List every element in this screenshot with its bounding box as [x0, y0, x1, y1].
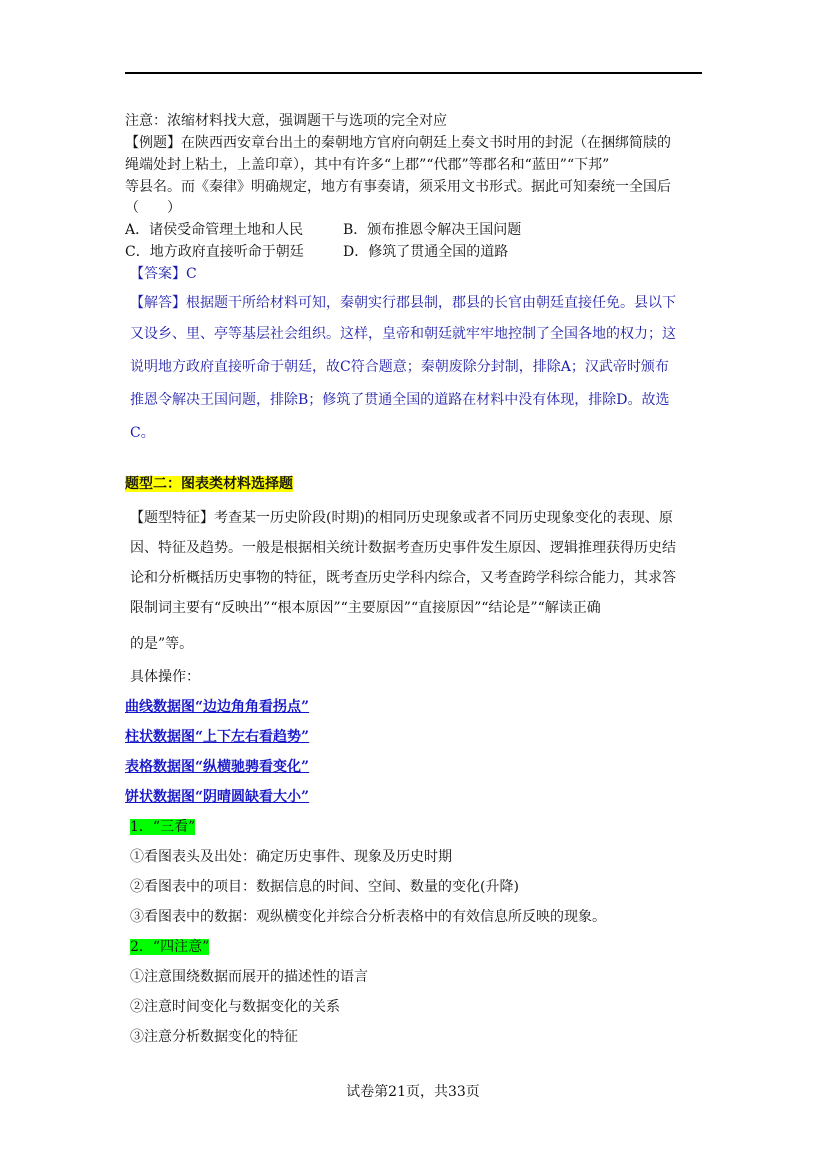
option-d: D．修筑了贯通全国的道路	[343, 244, 509, 260]
four-notes-item-2: ②注意时间变化与数据变化的关系	[130, 999, 340, 1015]
analysis-line-3: 说明地方政府直接听命于朝廷，故C符合题意；秦朝废除分封制，排除A；汉武帝时颁布	[130, 359, 669, 375]
three-looks-title	[130, 817, 195, 837]
features-line-5: 的是”等。	[130, 636, 194, 652]
three-looks-item-3: ③看图表中的数据：观纵横变化并综合分析表格中的有效信息所反映的现象。	[130, 909, 606, 925]
example-line-3: 等县名。而《秦律》明确规定，地方有事奏请，须采用文书形式。据此可知秦统一全国后	[125, 179, 671, 195]
header-rule	[125, 72, 702, 74]
option-c: C．地方政府直接听命于朝廷	[125, 244, 304, 260]
option-a: A．诸侯受命管理土地和人民	[125, 222, 304, 238]
link-bar-chart[interactable]: 柱状数据图“上下左右看趋势”	[125, 729, 310, 745]
four-notes-title-text: 2．“四注意”	[130, 939, 210, 955]
page-footer: 试卷第21页，共33页	[346, 1084, 480, 1100]
analysis-line-5: C。	[130, 425, 155, 441]
three-looks-title-text: 1．“三看”	[130, 819, 196, 835]
four-notes-title	[130, 937, 209, 957]
link-pie-chart[interactable]: 饼状数据图“阴晴圆缺看大小”	[125, 789, 310, 805]
analysis-line-1: 【解答】根据题干所给材料可知，秦朝实行郡县制，郡县的长官由朝廷直接任免。县以下	[130, 295, 676, 311]
analysis-line-2: 又设乡、里、亭等基层社会组织。这样，皇帝和朝廷就牢牢地控制了全国各地的权力；这	[130, 326, 676, 342]
link-curve-chart[interactable]: 曲线数据图“边边角角看拐点”	[125, 699, 310, 715]
four-notes-item-1: ①注意围绕数据而展开的描述性的语言	[130, 969, 368, 985]
features-line-1: 【题型特征】考查某一历史阶段(时期)的相同历史现象或者不同历史现象变化的表现、原	[130, 510, 673, 526]
note-line: 注意：浓缩材料找大意，强调题干与选项的完全对应	[125, 113, 447, 129]
ops-label: 具体操作：	[130, 669, 200, 685]
link-table-chart[interactable]: 表格数据图“纵横驰骋看变化”	[125, 759, 310, 775]
analysis-line-4: 推恩令解决王国问题，排除B；修筑了贯通全国的道路在材料中没有体现，排除D。故选	[130, 392, 670, 408]
example-line-2: 绳端处封上粘土，上盖印章），其中有许多“上郡”“代郡”等郡名和“蓝田”“下邦”	[125, 157, 610, 173]
section-title-text: 题型二：图表类材料选择题	[125, 476, 293, 492]
four-notes-item-3: ③注意分析数据变化的特征	[130, 1029, 298, 1045]
features-line-4: 限制词主要有“反映出”“根本原因”“主要原因”“直接原因”“结论是”“解读正确	[130, 600, 601, 616]
option-b: B．颁布推恩令解决王国问题	[343, 222, 522, 238]
features-line-3: 论和分析概括历史事物的特征，既考查历史学科内综合，又考查跨学科综合能力，其求答	[130, 570, 676, 586]
features-line-2: 因、特征及趋势。一般是根据相关统计数据考查历史事件发生原因、逻辑推理获得历史结	[130, 540, 676, 556]
three-looks-item-1: ①看图表头及出处：确定历史事件、现象及历史时期	[130, 849, 452, 865]
example-line-1: 【例题】在陕西西安章台出土的秦朝地方官府向朝廷上奏文书时用的封泥（在捆绑简牍的	[125, 135, 671, 151]
example-line-4: （ ）	[125, 200, 181, 216]
answer: 【答案】C	[130, 266, 197, 282]
three-looks-item-2: ②看图表中的项目：数据信息的时间、空间、数量的变化(升降)	[130, 879, 519, 895]
section-title	[125, 474, 293, 494]
